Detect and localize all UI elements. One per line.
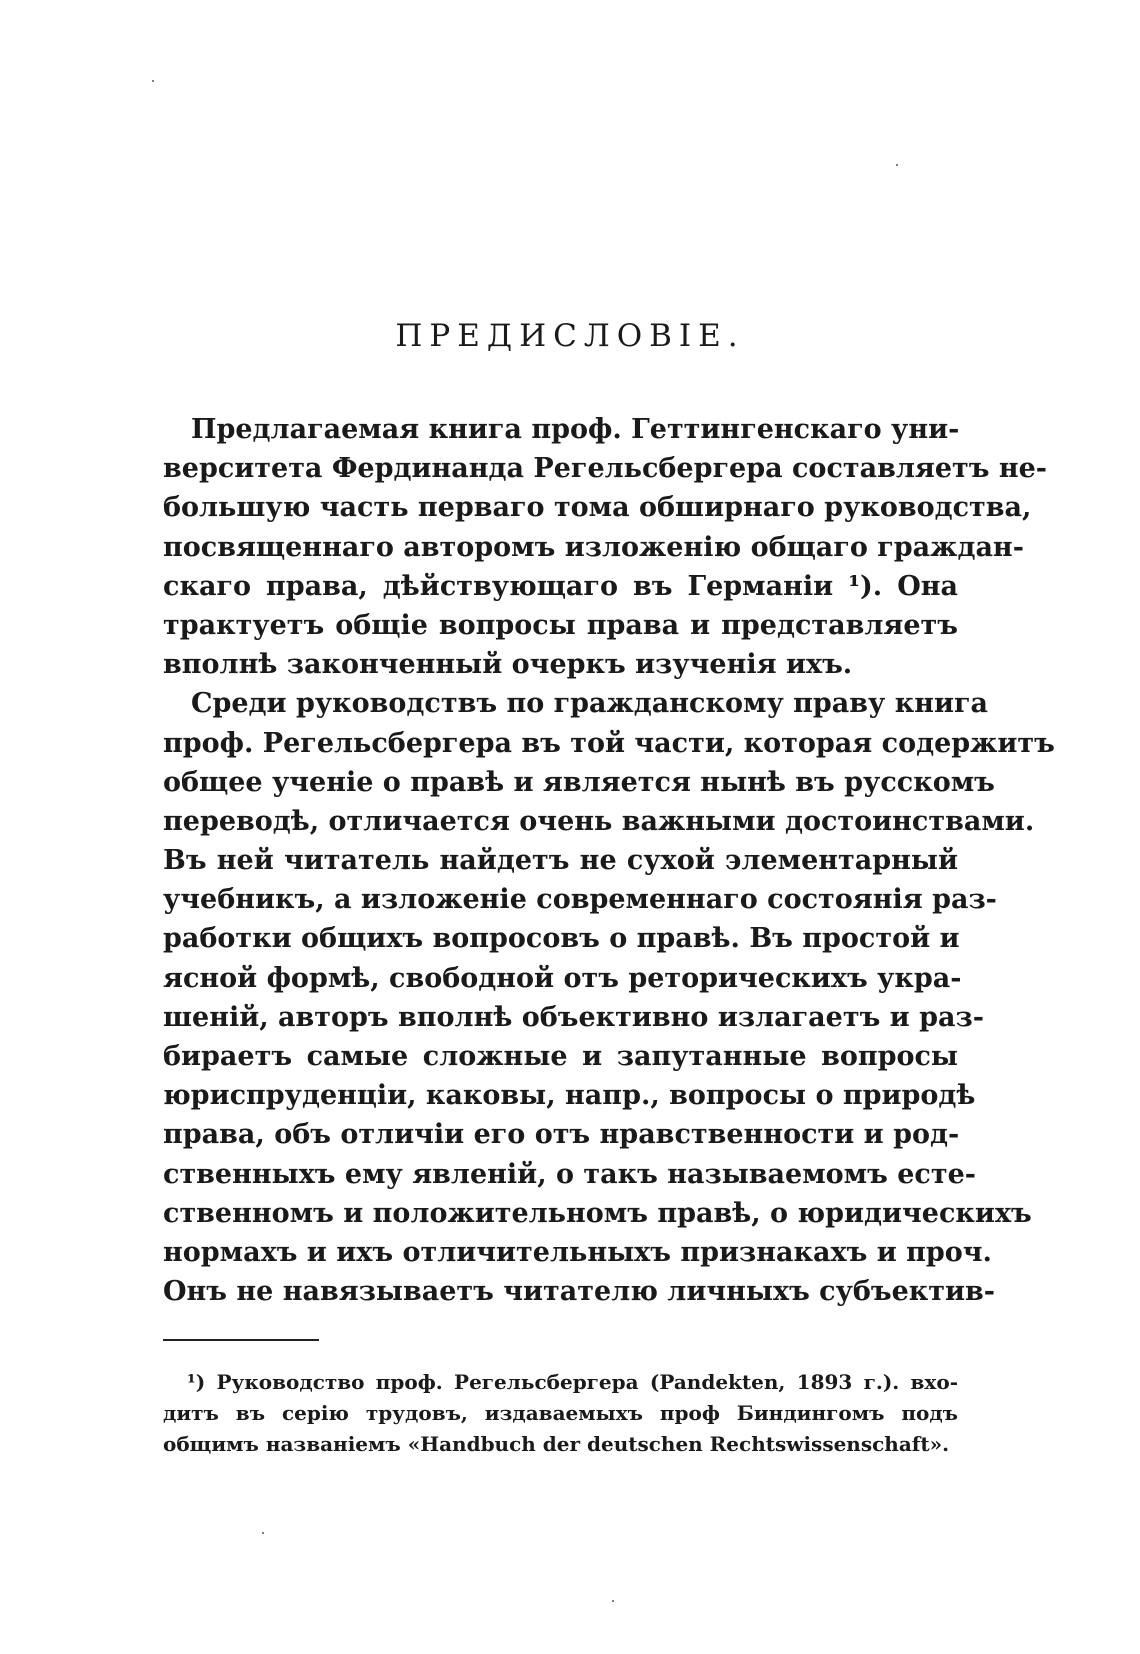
page-title: ПРЕДИСЛОВІЕ. [395,318,745,354]
preface-body [163,410,1055,1311]
footnote [163,1367,958,1460]
footnote-line: дитъ въ серію трудовъ, издаваемыхъ проф Биндингомъ подъ [163,1401,958,1425]
text-line: юриспруденціи, каковы, напр., вопросы о природѣ [163,1080,976,1112]
text-line: вполнѣ законченный очеркъ изученія ихъ. [163,649,853,681]
text-line: скаго права, дѣйствующаго въ Германіи ¹). Она [163,570,958,602]
text-line: работки общихъ вопросовъ о правѣ. Въ простой и [163,923,960,955]
paper-speck [152,80,154,82]
text-line: учебникъ, а изложеніе современнаго состоянія раз- [163,884,997,916]
text-line: Среди руководствъ по гражданскому праву книга [191,688,989,720]
text-line: ственныхъ ему явленій, о такъ называемомъ есте- [163,1158,976,1190]
text-line: трактуетъ общіе вопросы права и представляетъ [163,609,958,641]
paper-speck [896,164,898,166]
text-line: посвященнаго авторомъ изложенію общаго граждан- [163,531,1024,563]
paper-speck [262,1532,264,1534]
text-line: шеній, авторъ вполнѣ объективно излагаетъ и раз- [163,1001,984,1033]
text-line: ясной формѣ, свободной отъ реторическихъ укра- [163,962,962,994]
footnote-line: общимъ названіемъ «Handbuch der deutschen Rechtswissenschaft». [163,1432,950,1456]
text-line: верситета Фердинанда Регельсбергера составляетъ не- [163,453,1048,485]
text-line: Предлагаемая книга проф. Геттингенскаго уни- [191,414,960,445]
text-line: переводѣ, отличается очень важными достоинствами. [163,805,1035,837]
text-line: бираетъ самые сложные и запутанные вопросы [163,1041,958,1072]
text-line: Въ ней читатель найдетъ не сухой элементарный [163,845,958,877]
footnote-line: ¹) Руководство проф. Регельсбергера (Pandekten, 1893 г.). вхо- [187,1370,958,1394]
text-line: нормахъ и ихъ отличительныхъ признакахъ и проч. [163,1236,992,1268]
text-line: проф. Регельсбергера въ той части, которая содержитъ [163,727,1055,759]
text-line: большую часть перваго тома обширнаго руководства, [163,492,1032,524]
text-line: ственномъ и положительномъ правѣ, о юридическихъ [163,1197,1032,1229]
text-line: Онъ не навязываетъ читателю личныхъ субъектив- [163,1276,996,1308]
paper-speck [612,1600,614,1602]
text-line: права, объ отличіи его отъ нравственности и род- [163,1119,960,1151]
text-line: общее ученіе о правѣ и является нынѣ въ русскомъ [163,766,995,798]
footnote-rule [163,1339,319,1341]
